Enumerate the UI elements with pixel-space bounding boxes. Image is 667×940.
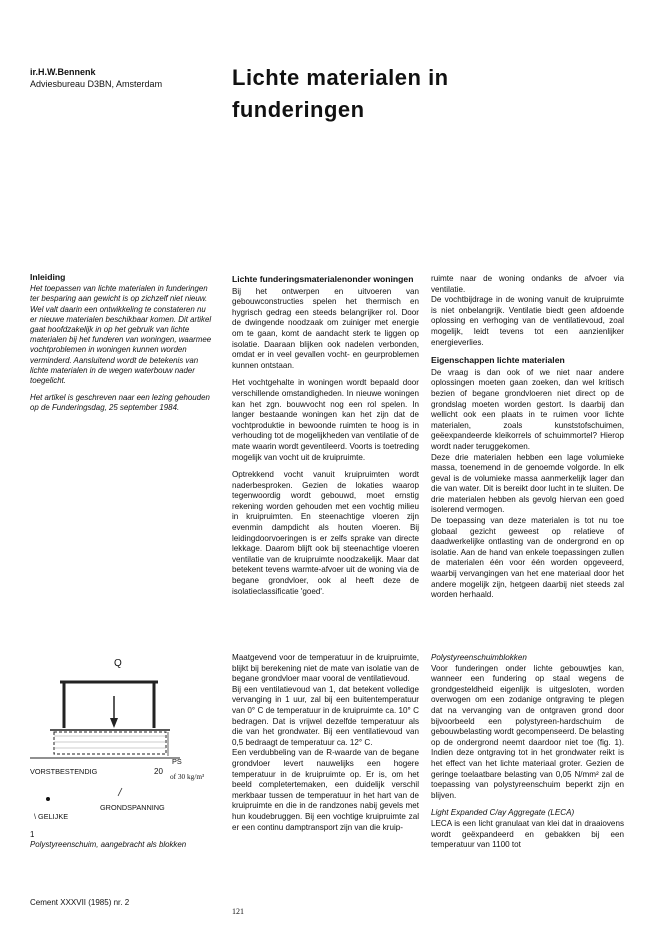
- title-line-2: funderingen: [232, 97, 365, 122]
- section2-heading: Eigenschappen lichte materialen: [431, 355, 565, 366]
- figure-1: [30, 656, 220, 836]
- section1-column-bottom: [232, 653, 419, 833]
- figure-number: 1: [30, 830, 35, 839]
- label-vorstbestendig: VORSTBESTENDIG: [30, 767, 98, 776]
- load-arrow-head: [110, 718, 118, 728]
- journal-footer: Cement XXXVII (1985) nr. 2: [30, 898, 130, 907]
- section2-paragraph-6: Voor funderingen onder lichte gebouwtjes kan, wanneer een fundering op staal wegens de grondgesteldheid eigenlijk is uitgesloten, worden overwogen om een zodanige ontgraving te plegen dat na vervanging van de ontgraven grond door bijvoorbeeld een polystyreen-hardschuim de gebouwbelasting wordt gecompenseerd. De belasting op de ondergrond neemt daardoor niet toe (fig. 1). Indien deze ontgraving tot in het grondwater reikt is het effect van het lichte materiaal groter. Gezien de geringe toelaatbare belasting van 0,05 N/mm² zal de toepassing van polystyreenschuim beperkt zijn en blijven.: [431, 663, 624, 800]
- subheading-leca: Light Expanded C/ay Aggregate (LECA): [431, 808, 575, 818]
- section1-paragraph-3: Optrekkend vocht vanuit kruipruimten wordt naderbesproken. Gezien de lokaties waarop tegenwoordig wordt gebouwd, moet ernstig rekening worden gehouden met een vochtig milieu in kruipruimten. En steenachtige vloeren zijn evenmin dampdicht als houten vloeren. Bij leidingdoorvoeringen is er zelfs sprake van directe lekkage. Daarom blijft ook bij steenachtige vloeren ventilatie van de kruipruimte noodzakelijk. Maar dat betekent tevens warmte-afvoer uit de woning via de begane grondvloer, ook al heeft deze de isolatieclassificatie 'goed'.: [232, 470, 419, 596]
- section2-paragraph-4: Deze drie materialen hebben een lage volumieke massa, toenemend in de genoemde volgorde. In elk geval is de volumieke massa aanmerkelijk lager dan die van water. Dit is bereikt door lucht in te sluiten. De drie materialen hebben als gevolg hiervan een goed isolerend vermogen.: [431, 452, 624, 515]
- author-block: [30, 66, 162, 90]
- section1-paragraph-2: Het vochtgehalte in woningen wordt bepaald door verschillende omstandigheden. In nieuwe woningen kan het zgn. bouwvocht nog een rol spelen. In langer bestaande woningen kan het zijn dat de vochtproduktie in bewoonde ruimten te hoog is in verhouding tot de mogelijkheden van ventilatie of de mate waarin wordt geventileerd. Voorts is toetreding mogelijk van vocht uit de kruipruimte.: [232, 378, 419, 462]
- intro-text: Het toepassen van lichte materialen in funderingen ter besparing aan gewicht is op zichzelf niet nieuw. Wel valt daarin een ontwikkeling te constateren nu er nieuwe materialen beschikbaar komen. Dit artikel gaat hoofdzakelijk in op het gebruik van lichte materialen bij het funderen van woningen, waarmee vochtproblemen in woningen kunnen worden verminderd. Aansluitend wordt de betekenis van lichte materialen in de wegen waterbouw nader toegelicht.: [30, 284, 212, 386]
- label-grondspanning: GRONDSPANNING: [100, 803, 165, 812]
- label-depth: 20: [154, 767, 163, 776]
- section1-heading: Lichte funderingsmaterialenonder woningen: [232, 274, 414, 284]
- page-number: 121: [232, 907, 244, 916]
- author-name: ir.H.W.Bennenk: [30, 67, 96, 77]
- hatch-lines: [54, 736, 166, 748]
- subheading-polystyreen: Polystyreenschuimblokken: [431, 653, 527, 662]
- section2-column-top: [431, 274, 624, 601]
- intro-note: Het artikel is geschreven naar een lezing gehouden op de Funderingsdag, 25 september 1984.: [30, 393, 210, 413]
- pointer-line: [118, 788, 122, 796]
- intro-column: [30, 272, 212, 421]
- article-title: [232, 62, 449, 126]
- section1-paragraph-4: Maatgevend voor de temperatuur in de kruipruimte, blijkt bij berekening niet de mate van isolatie van de begane grondvloer maar vooral de ventilatievoud.: [232, 653, 419, 684]
- section1-paragraph-1: Bij het ontwerpen en uitvoeren van gebouwconstructies spelen het thermisch en hygrisch gedrag een steeds belangrijker rol. Door de dwingende noodzaak om zuiniger met energie om te gaan, komt de aandacht sterk te liggen op isolatie. Daaraan blijken ook nadelen verbonden, omdat er in veel gevallen vocht- en geurproblemen kunnen ontstaan.: [232, 286, 419, 370]
- label-ps: PS: [172, 757, 182, 766]
- section2-column-bottom: [431, 653, 624, 851]
- section2-paragraph-3: De vraag is dan ook of we niet naar andere oplossingen moeten gaan zoeken, dan wel kritisch bezien of begane grondvloeren niet direct op de grondslag moeten worden gestort. Is daarbij dan wellicht ook een plaats in te ruimen voor lichte materialen, zoals kunststofschuimen, geëexpandeerde kleikorrels of schuimmortel? Hierop wordt nader teruggekomen.: [431, 367, 624, 451]
- section2-paragraph-1: ruimte naar de woning ondanks de afvoer via ventilatie.: [431, 274, 624, 294]
- label-gelijke: \ GELIJKE: [34, 812, 69, 821]
- section2-paragraph-2: De vochtbijdrage in de woning vanuit de kruipruimte is niet onbelangrijk. Ventilatie biedt geen afdoende oplossing en verhoging van de ventilatievoud, zoal mogelijk, leidt tevens tot een aanzienlijker energieverlies.: [431, 295, 624, 347]
- label-density: of 30 kg/m³: [170, 772, 205, 781]
- ps-block-zone: [54, 732, 166, 754]
- section1-paragraph-6: Een verdubbeling van de R-waarde van de begane grondvloer levert nauwelijks een hogere temperatuur in de kruipruimte op. Er is, om het beeld completertemaken, een duidelijk verschil merkbaar tussen de temperatuur in het hart van de kruipruimte en die in de randzones nabij gevels met hun koudebruggen. Bij een vochtige kruipruimte zal er een continu damptransport zijn van die kruip-: [232, 748, 419, 832]
- intro-heading: Inleiding: [30, 272, 66, 282]
- figure-caption: [30, 830, 210, 850]
- title-line-1: Lichte materialen in: [232, 65, 449, 90]
- label-q: Q: [114, 658, 122, 669]
- section2-paragraph-5: De toepassing van deze materialen is tot nu toe globaal gezicht geweest op relatieve of daadwerkelijke ontlasting van de ondergrond en op isolatie. Aan de hand van enkele toepassingen zullen de materialen één voor één worden opgeveerd, waarbij vervangingen van het ene materiaal door het andere mogelijk zijn, hetgeen daarbij niet steeds zal worden herhaald.: [431, 516, 624, 600]
- bullet-dot: [46, 797, 50, 801]
- section1-column-top: [232, 274, 419, 604]
- section2-paragraph-7: LECA is een licht granulaat van klei dat in draaiovens wordt geëxpandeerd en gebakken bij een temperatuur van 1100 tot: [431, 818, 624, 850]
- author-affiliation: Adviesbureau D3BN, Amsterdam: [30, 79, 163, 89]
- figure-caption-text: Polystyreenschuim, aangebracht als blokken: [30, 840, 187, 850]
- section1-paragraph-5: Bij een ventilatievoud van 1, dat betekent volledige vervanging in 1 uur, zal bij een buitentemperatuur van 0° C de temperatuur in de kruipruimte ca. 10° C bedragen. Dat is vrijwel dezelfde temperatuur als die van het grondwater. Bij een ventilatievoud van 0,5 bedraagt de temperatuur ca. 12° C.: [232, 684, 419, 747]
